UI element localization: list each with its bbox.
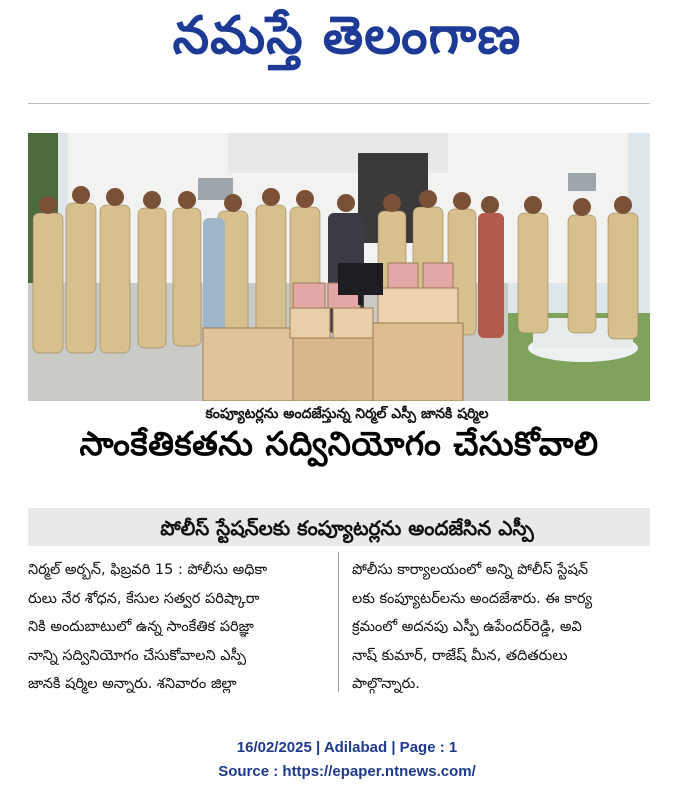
body-line: జానకి షర్మిల అన్నారు. శనివారం జిల్లా — [28, 676, 237, 692]
source-line: Source : https://epaper.ntnews.com/ — [218, 763, 476, 780]
body-line: క్రమంలో అదనపు ఎస్పీ ఉపేందర్‌రెడ్డి, అవి — [352, 619, 582, 635]
body-line: లకు కంప్యూటర్‌లను అందజేశారు. ఈ కార్య — [352, 590, 593, 607]
body-line: నాష్ కుమార్, రాజేష్ మీన, తదితరులు — [352, 647, 568, 664]
edition-info: 16/02/2025 | Adilabad | Page : 1 — [236, 739, 458, 756]
body-line: పాల్గొన్నారు. — [352, 676, 420, 692]
body-line: నికి అందుబాటులో ఉన్న సాంకేతిక పరిజ్ఞా — [28, 619, 254, 635]
article-column-right — [352, 556, 647, 699]
column-divider — [338, 552, 339, 692]
newspaper-title: నమస్తే తెలంగాణ — [172, 6, 522, 66]
masthead — [0, 0, 694, 92]
header-divider — [28, 103, 650, 104]
article-column-left — [28, 556, 323, 699]
body-line: నిర్మల్ అర్బన్, ఫిబ్రవరి 15 : పోలీసు అధికా — [28, 562, 268, 578]
headline: సాంకేతికతను సద్వినియోగం చేసుకోవాలి — [79, 424, 599, 463]
photo-caption: కంప్యూటర్లను అందజేస్తున్న నిర్మల్ ఎస్పీ జానకి షర్మిల — [205, 406, 489, 422]
subheadline: పోలీస్ స్టేషన్‌లకు కంప్యూటర్లను అందజేసిన ఎస్పీ — [160, 516, 534, 540]
news-photo — [28, 133, 650, 401]
body-line: పోలీసు కార్యాలయంలో అన్ని పోలీస్ స్టేషన్ — [352, 562, 589, 578]
body-line: నాన్ని సద్వినియోగం చేసుకోవాలని ఎస్పీ — [28, 647, 247, 664]
body-line: రులు నేర శోధన, కేసుల సత్వర పరిష్కారా — [28, 590, 260, 607]
